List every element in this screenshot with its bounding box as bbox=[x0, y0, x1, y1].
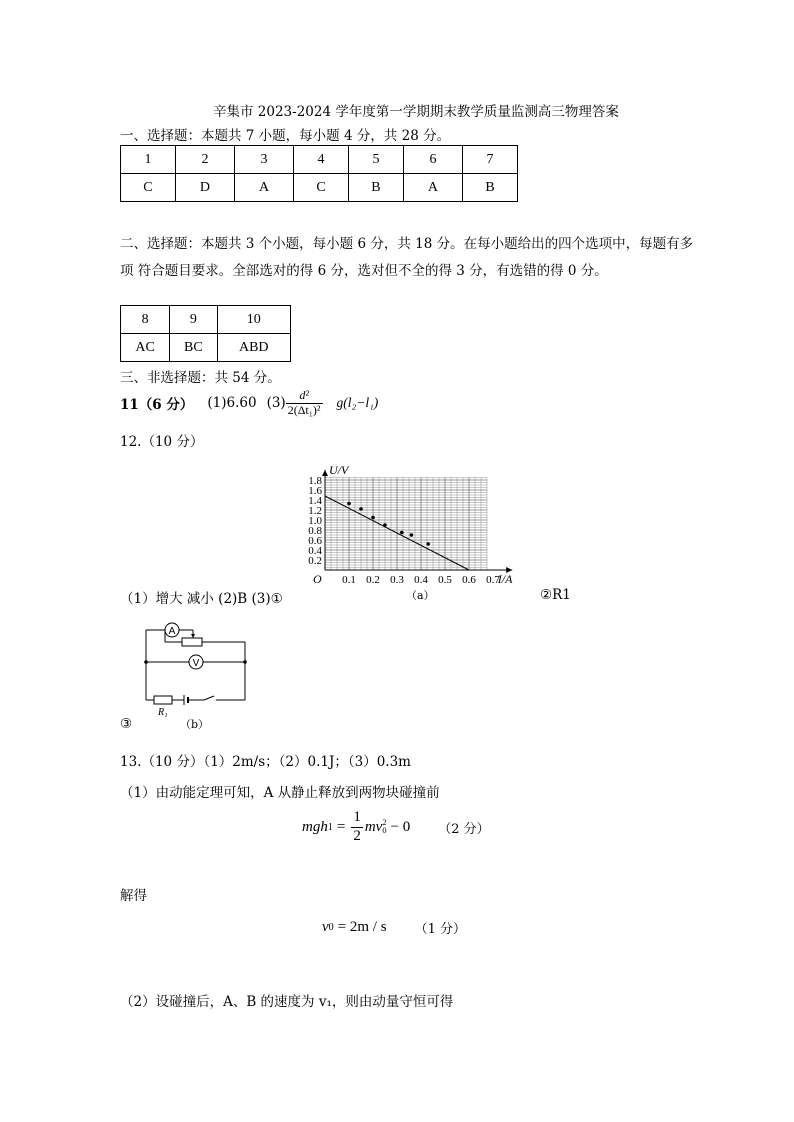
section2-heading-line1: 二、选择题：本题共 3 个小题，每小题 6 分，共 18 分。在每小题给出的四个选项中，每题有多 bbox=[120, 236, 694, 252]
chart-caption: （a） bbox=[406, 589, 435, 602]
voltmeter-label: V bbox=[192, 658, 200, 669]
section3-heading: 三、非选择题：共 54 分。 bbox=[120, 370, 281, 386]
table-cell: ABD bbox=[217, 334, 291, 362]
section1-heading: 一、选择题：本题共 7 小题，每小题 4 分，共 28 分。 bbox=[120, 128, 451, 144]
y-tick-label: 0.8 bbox=[308, 525, 322, 537]
page-title: 辛集市 2023-2024 学年度第一学期期末教学质量监测高三物理答案 bbox=[213, 104, 619, 120]
eq2-score: （1 分） bbox=[414, 922, 466, 937]
y-tick-label: 1.4 bbox=[308, 495, 322, 507]
q13-line2: （2）设碰撞后，A、B 的速度为 v₁，则由动量守恒可得 bbox=[120, 994, 454, 1010]
x-axis-label: I/A bbox=[497, 572, 513, 586]
eq1-score: （2 分） bbox=[438, 821, 490, 837]
equation-2 bbox=[322, 918, 466, 937]
x-tick-label: 0.5 bbox=[438, 574, 452, 586]
data-point bbox=[426, 542, 430, 546]
y-axis-label: U/V bbox=[329, 463, 349, 477]
q11-line bbox=[120, 388, 378, 418]
eq2-rhs: = 2m / s bbox=[337, 919, 387, 935]
origin-label: O bbox=[313, 572, 322, 586]
table-cell: B bbox=[463, 174, 518, 202]
table-cell: 7 bbox=[463, 146, 518, 174]
y-tick-label: 0.4 bbox=[308, 545, 322, 557]
q13-line1: （1）由动能定理可知，A 从静止释放到两物块碰撞前 bbox=[120, 785, 440, 801]
table-row bbox=[121, 146, 518, 174]
q12-part2: ②R1 bbox=[540, 587, 571, 603]
eq1-mv-sub: 0 bbox=[382, 826, 387, 835]
eq2-v: v bbox=[322, 919, 329, 935]
eq1-mv: mv bbox=[364, 818, 383, 835]
q11-part1: (1)6.60 bbox=[207, 395, 257, 411]
table-cell: 5 bbox=[349, 146, 404, 174]
y-tick-label: 0.6 bbox=[308, 535, 322, 547]
x-tick-label: 0.6 bbox=[462, 574, 476, 586]
y-tick-label: 1.8 bbox=[308, 475, 322, 487]
data-point bbox=[359, 507, 363, 511]
eq1-fraction bbox=[351, 809, 363, 845]
x-tick-label: 0.2 bbox=[366, 574, 380, 586]
resistor-label: R₁ bbox=[158, 707, 168, 718]
table-cell: B bbox=[349, 174, 404, 202]
x-tick-label: 0.4 bbox=[414, 574, 428, 586]
q13-label: 13.（10 分）（1）2m/s；（2）0.1J；（3）0.3m bbox=[120, 754, 411, 770]
x-tick-label: 0.1 bbox=[342, 574, 356, 586]
table-cell: A bbox=[403, 174, 462, 202]
q11-fraction bbox=[286, 389, 323, 416]
q13-solve: 解得 bbox=[120, 888, 147, 904]
y-tick-label: 1.0 bbox=[308, 515, 322, 527]
q12-label: 12.（10 分） bbox=[120, 434, 204, 450]
eq1-sub: 1 bbox=[327, 821, 333, 833]
table-row bbox=[121, 174, 518, 202]
u-i-graph bbox=[290, 428, 535, 598]
data-points bbox=[347, 502, 430, 546]
data-point bbox=[383, 523, 387, 527]
eq1-mv-sup: 2 bbox=[382, 817, 387, 827]
q11-tail: g(l₂−l₁) bbox=[336, 395, 379, 410]
table-cell: 10 bbox=[217, 306, 291, 334]
x-tick-label: 0.3 bbox=[390, 574, 404, 586]
table-cell: 4 bbox=[294, 146, 349, 174]
table-cell: A bbox=[235, 174, 294, 202]
table-cell: 6 bbox=[403, 146, 462, 174]
q11-label: 11（6 分） bbox=[120, 397, 194, 413]
q11-frac-den: 2(Δt₁)² bbox=[287, 402, 321, 417]
eq1-equals: = bbox=[336, 818, 346, 835]
table-cell: AC bbox=[121, 334, 170, 362]
table-cell: 8 bbox=[121, 306, 170, 334]
equation-1 bbox=[302, 805, 490, 849]
table-cell: C bbox=[294, 174, 349, 202]
y-tick-label: 0.2 bbox=[308, 555, 322, 567]
q12-line: （1）增大 减小 (2)B (3)① bbox=[120, 591, 283, 607]
data-point bbox=[371, 516, 375, 520]
table-cell: 9 bbox=[170, 306, 217, 334]
table-cell: BC bbox=[170, 334, 217, 362]
q12-part3: ③ bbox=[120, 716, 133, 732]
table-row bbox=[121, 306, 291, 334]
section2-heading-line2: 项 符合题目要求。全部选对的得 6 分，选对但不全的得 3 分，有选错的得 0 分。 bbox=[120, 263, 608, 279]
q11-part3-prefix: (3) bbox=[266, 395, 286, 411]
data-point bbox=[347, 502, 351, 506]
y-tick-label: 1.6 bbox=[308, 485, 322, 497]
table-cell: 2 bbox=[175, 146, 234, 174]
y-axis-arrow-icon bbox=[322, 470, 328, 476]
eq1-lhs: mgh bbox=[302, 818, 328, 835]
eq2-sub: 0 bbox=[328, 922, 334, 933]
x-tick-label: 0.7 bbox=[486, 574, 500, 586]
data-point bbox=[400, 531, 404, 535]
table-cell: 3 bbox=[235, 146, 294, 174]
chart-grid bbox=[325, 478, 487, 571]
eq1-den: 2 bbox=[353, 827, 361, 844]
answer-table-1 bbox=[120, 145, 518, 202]
table-row bbox=[121, 334, 291, 362]
eq1-num: 1 bbox=[351, 809, 363, 827]
table-cell: D bbox=[175, 174, 234, 202]
q11-frac-num: d² bbox=[286, 389, 323, 403]
y-tick-label: 1.2 bbox=[308, 505, 322, 517]
table-cell: 1 bbox=[121, 146, 176, 174]
circuit-caption: （b） bbox=[180, 718, 210, 731]
ammeter-label: A bbox=[168, 626, 176, 637]
data-point bbox=[410, 533, 414, 537]
answer-table-2 bbox=[120, 305, 291, 362]
circuit-diagram bbox=[138, 618, 253, 718]
table-cell: C bbox=[121, 174, 176, 202]
eq1-tail: − 0 bbox=[390, 818, 411, 835]
